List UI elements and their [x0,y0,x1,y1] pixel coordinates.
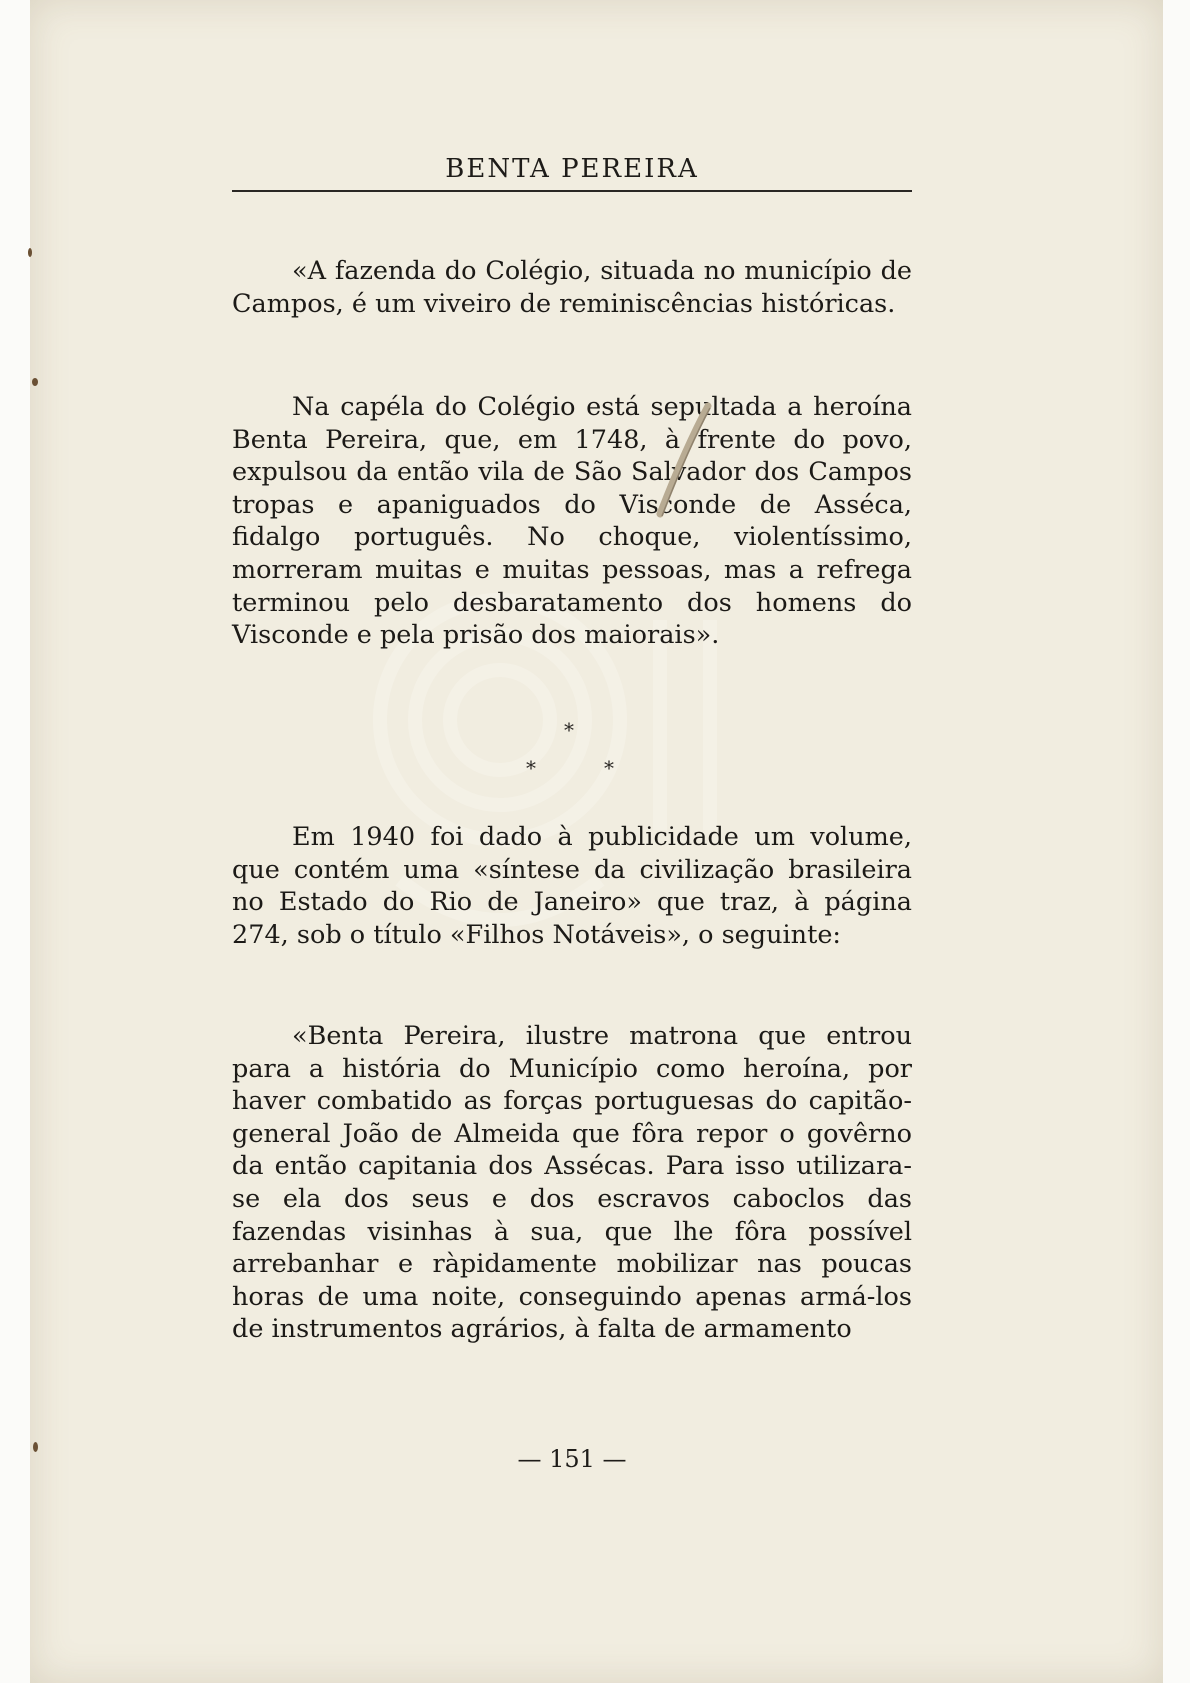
separator-asterisk: * [604,756,614,780]
running-header: BENTA PEREIRA [445,154,699,184]
header-rule [232,190,912,192]
separator-asterisk: * [564,718,574,742]
page-number: — 151 — [517,1445,627,1473]
paper-speck [28,248,32,257]
paragraph-3-text: Em 1940 foi dado à publicidade um volume, que contém uma «síntese da civilização brasileira no Estado do Rio de Janeiro» que traz, à página 274, sob o título «Filhos Notáveis», o seguinte: [232,822,912,950]
separator-asterisk: * [526,756,536,780]
paragraph-1-text: «A fazenda do Colégio, situada no município de Campos, é um viveiro de reminiscências históricas. [232,256,912,319]
paragraph-4-text: «Benta Pereira, ilustre matrona que entrou para a história do Município como heroína, por haver combatido as forças portuguesas do capitão-general João de Almeida que fôra repor o govêrno da então capitania dos Assécas. Para isso utilizara-se ela dos seus e dos escravos caboclos das fazendas visinhas à sua, que lhe fôra possível arrebanhar e ràpidamente mobilizar nas poucas horas de uma noite, conseguindo apenas armá-los de instrumentos agrários, à falta de armamento [232,1021,912,1345]
paragraph-4 [232,1020,912,1346]
paper-speck [33,1442,38,1452]
paragraph-2-text: Na capéla do Colégio está sepultada a heroína Benta Pereira, que, em 1748, à frente do povo, expulsou da então vila de São Salvador dos Campos tropas e apaniguados do Visconde de Asséca, fidalgo português. No choque, violentíssimo, morreram muitas e muitas pessoas, mas a refrega terminou pelo desbaratamento dos homens do Visconde e pela prisão dos maiorais». [232,392,912,651]
paper-speck [32,378,38,386]
paragraph-1 [232,255,912,320]
paragraph-3 [232,821,912,951]
section-separator [232,718,912,778]
paragraph-2 [232,391,912,652]
